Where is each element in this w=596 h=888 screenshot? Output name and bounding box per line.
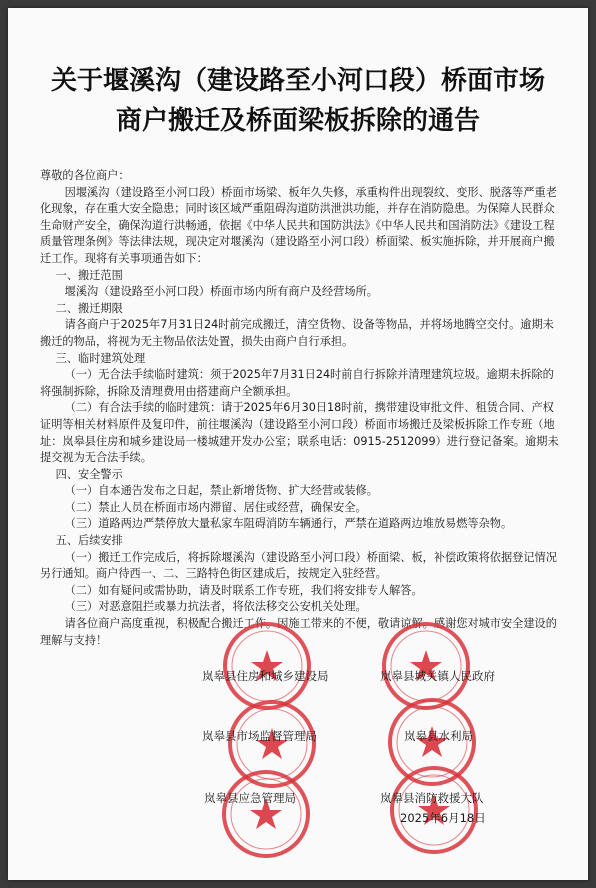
signer-water-bureau: 岚皋县水利局 xyxy=(404,729,473,743)
section-2-heading: 二、搬迁期限 xyxy=(55,301,123,315)
section-5-item-3: （三）对恶意阻拦或暴力抗法者，将依法移交公安机关处理。 xyxy=(64,600,367,614)
section-1-text: 堰溪沟（建设路至小河口段）桥面市场内所有商户及经营场所。 xyxy=(64,285,378,299)
signer-market-bureau: 岚皋县市场监督管理局 xyxy=(202,729,317,743)
section-4-heading: 四、安全警示 xyxy=(55,467,123,481)
intro-paragraph: 因堰溪沟（建设路至小河口段）桥面市场梁、板年久失修，承重构件出现裂纹、变形、脱落等严重老化现象，存在重大安全隐患；同时该区域严重阻碍沟道防洪泄洪功能，并存在消防隐患。为保障人民群众生命财产安全，确保沟道行洪畅通，依据《中华人民共和国防洪法》《中华人民共和国消防法》《建设工程质量管理条例》等法律法规，现决定对堰溪沟（建设路至小河口段）桥面梁、板实施拆除，并开展商户搬迁工作。现将有关事项通告如下： xyxy=(40,185,557,265)
closing-paragraph: 请各位商户高度重视，积极配合搬迁工作。因施工带来的不便，敬请谅解。感谢您对城市安全建设的理解与支持！ xyxy=(40,617,557,647)
signer-fire-rescue: 岚皋县消防救援大队 xyxy=(380,791,484,805)
section-4-item-3: （三）道路两边严禁停放大量私家车阻碍消防车辆通行，严禁在道路两边堆放易燃等杂物。 xyxy=(64,517,513,531)
section-5-item-2: （二）如有疑问或需协助，请及时联系工作专班，我们将安排专人解答。 xyxy=(64,583,423,597)
section-5-item-1: （一）搬迁工作完成后，将拆除堰溪沟（建设路至小河口段）桥面梁、板，补偿政策将依据登记情况另行通知。商户待西一、二、三路特色街区建成后，按规定入驻经营。 xyxy=(40,550,557,581)
section-4-item-1: （一）自本通告发布之日起，禁止新增货物、扩大经营或装修。 xyxy=(64,484,378,498)
salutation: 尊敬的各位商户： xyxy=(40,169,130,182)
section-3-item-1: （一）无合法手续临时建筑：须于2025年7月31日24时前自行拆除并清理建筑垃圾。逾期未拆除的将强制拆除，拆除及清理费用由搭建商户全额承担。 xyxy=(40,368,554,398)
section-3-item-2: （二）有合法手续的临时建筑：请于2025年6月30日18时前，携带建设审批文件、租赁合同、产权证明等相关材料原件及复印件，前往堰溪沟（建设路至小河口段）桥面市场搬迁及梁板拆除工作专班（地址：岚皋县住房和城乡建设局一楼城建开发办公室；联系电话：0915-2512099）进行登记备案。逾期未提交视为无合法手续。 xyxy=(40,401,559,465)
section-4-item-2: （二）禁止人员在桥面市场内滞留、居住或经营，确保安全。 xyxy=(64,500,367,514)
section-3-heading: 三、临时建筑处理 xyxy=(55,351,146,365)
notice-body xyxy=(40,168,560,649)
notice-date: 2025年6月18日 xyxy=(400,811,486,825)
signer-town-government: 岚皋县城关镇人民政府 xyxy=(380,669,495,683)
notice-paper xyxy=(8,8,588,880)
seal-stamp-emergency-bureau xyxy=(220,768,312,860)
section-2-text: 请各商户于2025年7月31日24时前完成搬迁，清空货物、设备等物品，并将场地腾空交付。逾期未搬迁的物品，将视为无主物品依法处置，损失由商户自行承担。 xyxy=(40,318,554,348)
section-5-heading: 五、后续安排 xyxy=(55,534,123,548)
signer-emergency-bureau: 岚皋县应急管理局 xyxy=(204,791,296,805)
title-line-1: 关于堰溪沟（建设路至小河口段）桥面市场 xyxy=(50,66,545,96)
section-1-heading: 一、搬迁范围 xyxy=(55,268,123,282)
signer-housing-bureau: 岚皋县住房和城乡建设局 xyxy=(202,669,329,683)
title-line-2: 商户搬迁及桥面梁板拆除的通告 xyxy=(115,106,480,136)
